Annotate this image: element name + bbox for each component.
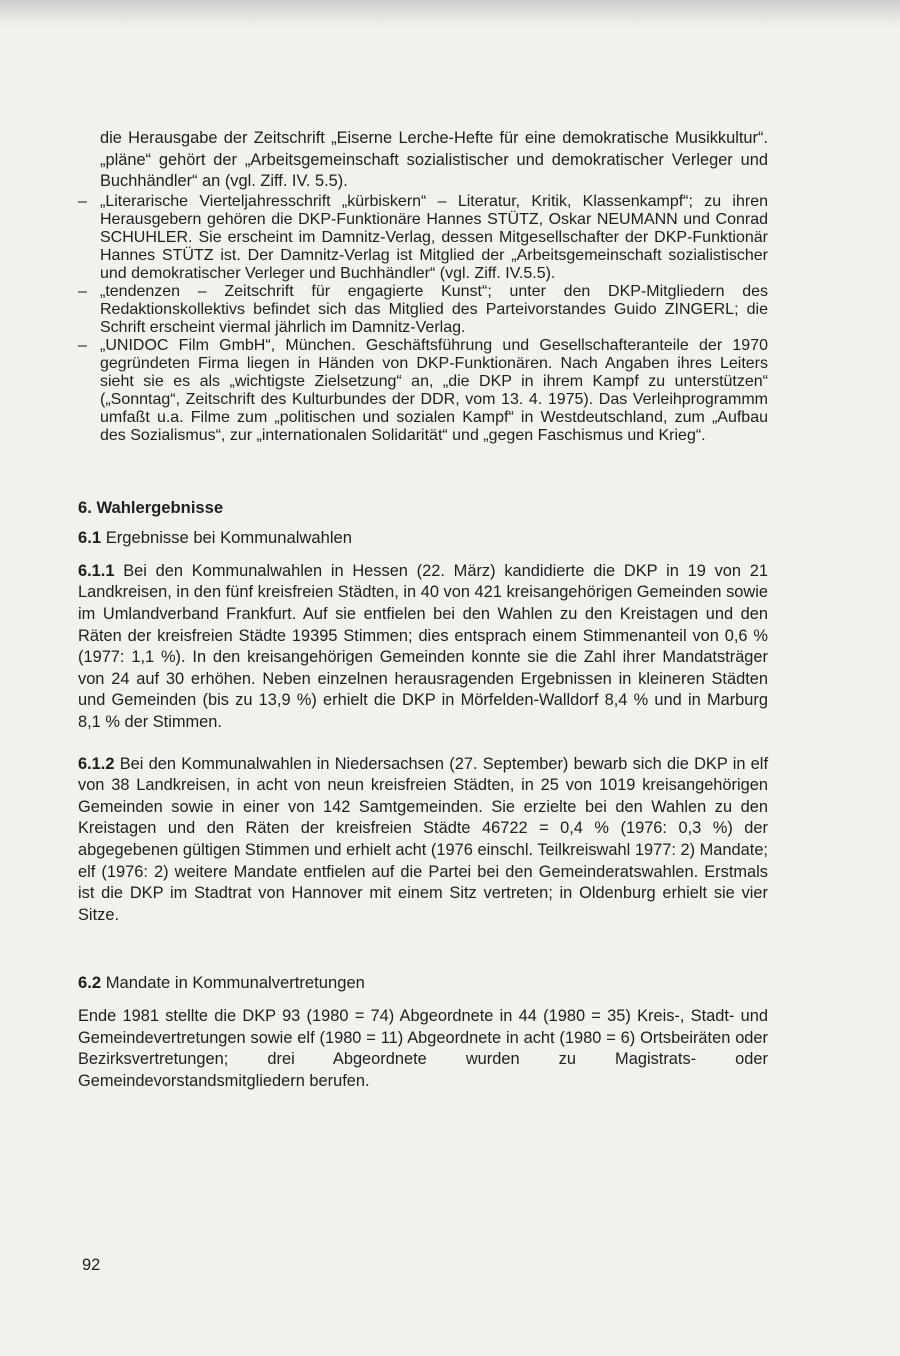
scan-edge <box>0 0 900 26</box>
paragraph-text: Bei den Kommunalwahlen in Hessen (22. März) kandidierte die DKP in 19 von 21 Landkreisen, in den fünf kreisfreien Städten, in 40 von 421 kreisangehörigen Gemeinden sowie im Umlandverband Frankfurt. Auf sie entfielen bei den Wahlen zu den Kreistagen und den Räten der kreisfreien Städte 19395 Stimmen; dies entsprach einem Stimmenanteil von 0,6 % (1977: 1,1 %). In den kreisangehörigen Gemeinden konnte sie die Zahl ihrer Mandatsträger von 24 auf 30 erhöhen. Neben einzelnen herausragenden Ergebnissen in kleineren Städten und Gemeinden (bis zu 13,9 %) erhielt die DKP in Mörfelden-Walldorf 8,4 % und in Marburg 8,1 % der Stimmen. <box>78 561 768 731</box>
subsection-heading <box>78 527 768 549</box>
paragraph-number: 6.1.1 <box>78 561 115 580</box>
list-dash: – <box>78 192 87 210</box>
list-item <box>78 337 768 445</box>
subsection-title: Mandate in Kommunalvertretungen <box>105 973 365 993</box>
paragraph-6-2: Ende 1981 stellte die DKP 93 (1980 = 74) Abgeordnete in 44 (1980 = 35) Kreis-, Stadt- und Gemeindevertretungen sowie elf (1980 = 11) Abgeordnete in acht (1980 = 6) Ortsbeiräten oder Bezirksvertretungen; drei Abgeordnete wurden zu Magistrats- oder Gemeindevorstandsmitgliedern berufen. <box>78 1007 768 1091</box>
list-item-text: „Literarische Vierteljahresschrift „kürbiskern“ – Literatur, Kritik, Klassenkampf“; zu ihren Herausgebern gehören die DKP-Funktionäre Hannes STÜTZ, Oskar NEUMANN und Conrad SCHUHLER. Sie erscheint im Damnitz-Verlag, dessen Mitgesellschafter der DKP-Funktionär Hannes STÜTZ ist. Der Damnitz-Verlag ist Mitglied der „Arbeitsgemeinschaft sozialistischer und demokratischer Verleger und Buchhändler“ (vgl. Ziff. IV.5.5). <box>100 192 768 282</box>
list-item <box>78 283 768 337</box>
list-item-text: „UNIDOC Film GmbH“, München. Geschäftsführung und Gesellschafteranteile der 1970 gegründeten Firma liegen in Händen von DKP-Funktionären. Nach Angaben ihres Leiters sieht sie es als „wichtigste Zielsetzung“ an, „die DKP in ihrem Kampf zu unterstützen“ („Sonntag“, Zeitschrift des Kulturbundes der DDR, vom 13. 4. 1975). Das Verleihprogrammm umfaßt u.a. Filme zum „politischen und sozialen Kampf“ in Westdeutschland, zum „Aufbau des Sozialismus“, zur „internationalen Solidarität“ und „gegen Faschismus und Krieg“. <box>100 336 768 444</box>
list-item-text: „tendenzen – Zeitschrift für engagierte Kunst“; unter den DKP-Mitgliedern des Redaktionskollektivs befindet sich das Mitglied des Parteivorstandes Guido ZINGERL; die Schrift erscheint viermal jährlich im Damnitz-Verlag. <box>100 282 768 336</box>
subsection-title: Ergebnisse bei Kommunalwahlen <box>105 527 352 547</box>
list-item <box>78 193 768 283</box>
paragraph-6-1-2 <box>78 754 768 927</box>
paragraph-text: Bei den Kommunalwahlen in Niedersachsen (27. September) bewarb sich die DKP in elf von 38 Landkreisen, in acht von neun kreisfreien Städten, in 25 von 1019 kreisangehörigen Gemeinden sowie in einer von 142 Samtgemeinden. Sie erzielte bei den Wahlen zu den Kreistagen und den Räten der kreisfreien Städte 46722 = 0,4 % (1976: 0,3 %) der abgegebenen gültigen Stimmen und erhielt acht (1976 einschl. Teilkreiswahl 1977: 2) Mandate; elf (1976: 2) weitere Mandate entfielen auf die Partei bei den Gemeinderatswahlen. Erstmals ist die DKP im Stadtrat von Hannover mit einem Sitz vertreten; in Oldenburg erhielt sie vier Sitze. <box>78 754 768 924</box>
section-title: Wahlergebnisse <box>96 497 224 517</box>
section-heading <box>78 497 768 519</box>
paragraph-number: 6.1.2 <box>78 754 115 773</box>
intro-paragraph: die Herausgabe der Zeitschrift „Eiserne Lerche-Hefte für eine demokratische Musikkultur“. „pläne“ gehört der „Arbeitsgemeinschaft sozialistischer und demokratischer Verleger und Buchhändler“ an (vgl. Ziff. IV. 5.5). <box>100 129 768 191</box>
list-dash: – <box>78 282 87 300</box>
subsection-heading <box>78 972 768 994</box>
section-number: 6. <box>78 497 92 517</box>
subsection-number: 6.1 <box>78 527 102 547</box>
list-dash: – <box>78 336 87 354</box>
page-body <box>78 128 768 1093</box>
paragraph-6-1-1 <box>78 561 768 734</box>
page-number: 92 <box>82 1256 101 1274</box>
subsection-number: 6.2 <box>78 973 102 993</box>
